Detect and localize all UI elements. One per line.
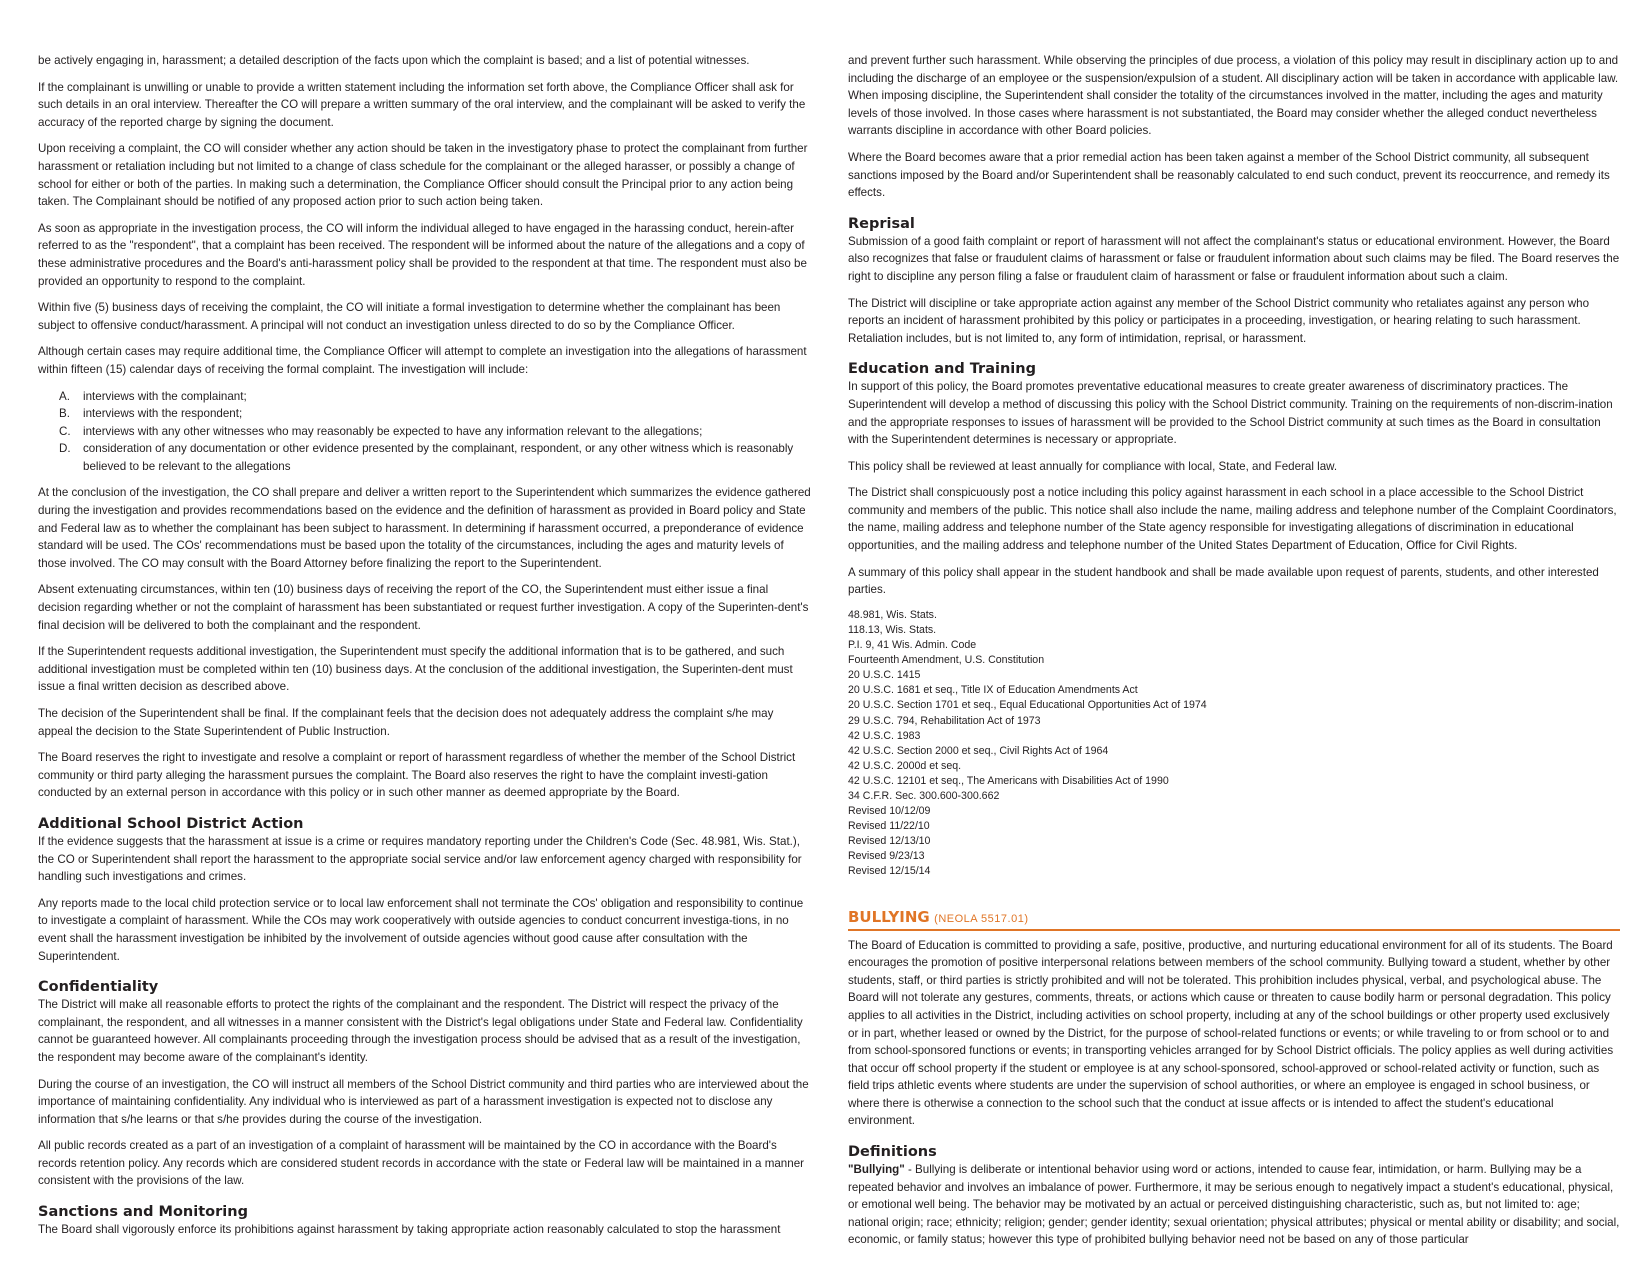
reference-line: 29 U.S.C. 794, Rehabilitation Act of 1973 xyxy=(848,714,1041,727)
bullying-title: BULLYING xyxy=(848,907,930,926)
paragraph: The District will make all reasonable efforts to protect the rights of the complainant and the respondent. The District will respect the privacy of the complainant, the respondent, and all witnesses in a manner consistent with the District's legal obligations under State and Federal law. Confidentiality cannot be guaranteed however. All complainants proceeding through the investigation process should be advised that as a result of the investigation, the respondent may become aware of the complainant's identity. xyxy=(38,998,803,1064)
paragraph: The District will discipline or take appropriate action against any member of the School District community who retaliates against any person who reports an incident of harassment prohibited by this policy or participates in a proceeding, investigation, or hearing relating to such harassment. Retaliation includes, but is not limited to, any form of intimidation, reprisal, or harassment. xyxy=(848,296,1590,345)
paragraph: Any reports made to the local child protection service or to local law enforcement shall not terminate the COs' obligation and responsibility to continue to investigate a complaint of harassment. While the COs may work cooperatively with outside agencies to conduct concurrent investiga-tions, in no event shall the harassment investigation be inhibited by the involvement of outside agencies without good cause after consultation with the Superintendent. xyxy=(38,896,804,963)
reference-line: P.I. 9, 41 Wis. Admin. Code xyxy=(848,639,977,652)
revision-line: Revised 12/13/10 xyxy=(848,835,931,848)
paragraph: The Board of Education is committed to providing a safe, positive, productive, and nurturing educational environment for all of its students. The Board encourages the promotion of positive interpersonal relations between members of the school community. Bullying toward a student, whether by other students, staff, or third parties is strictly prohibited and will not be tolerated. This prohibition includes physical, verbal, and psychological abuse. The Board will not tolerate any gestures, comments, threats, or actions which cause or threaten to cause bodily harm or personal degradation. This policy applies to all activities in the District, including activities on school property, including at any of the school buildings or other property used exclusively or in part, whether leased or owned by the District, for the purpose of school-related functions or events; or while traveling to or from school or to and from school-sponsored functions or events; in transporting vehicles arranged for by School District officials. The policy applies as well during activities that occur off school property if the student or employee is at any school-sponsored, school-approved or school-related activity or function, such as field trips athletic events where students are under the supervision of school authorities, or where an employee is engaged in school business, or where there is otherwise a connection to the school such that the conduct at issue affects or is intended to affect the student's educational environment. xyxy=(848,938,1614,1128)
reference-line: 34 C.F.R. Sec. 300.600-300.662 xyxy=(848,789,1000,802)
paragraph: Absent extenuating circumstances, within ten (10) business days of receiving the report of the CO, the Superintendent must either issue a final decision regarding whether or not the complaint of harassment has been substantiated or request further investigation. A copy of the Superinten-dent's final decision will be delivered to both the complainant and the respondent. xyxy=(38,583,809,632)
section-heading-confidentiality: Confidentiality xyxy=(38,979,159,996)
section-heading-additional-action: Additional School District Action xyxy=(38,815,304,832)
paragraph: As soon as appropriate in the investigation process, the CO will inform the individual alleged to have engaged in the harassing conduct, herein-after referred to as the "respondent", that a complaint has been received. The respondent will be informed about the nature of the allegations and a copy of these administrative procedures and the Board's anti-harassment policy shall be provided to the respondent at that time. The respondent must also be provided an opportunity to respond to the complaint. xyxy=(38,221,807,288)
reference-line: 20 U.S.C. 1681 et seq., Title IX of Education Amendments Act xyxy=(848,684,1138,697)
list-item xyxy=(38,405,811,423)
right-column xyxy=(848,52,1620,1258)
reference-line: 42 U.S.C. 2000d et seq. xyxy=(848,759,962,772)
section-heading-sanctions: Sanctions and Monitoring xyxy=(38,1204,248,1221)
section-heading-definitions: Definitions xyxy=(848,1144,937,1161)
paragraph: If the Superintendent requests additional investigation, the Superintendent must specify the additional information that is to be gathered, and such additional investigation must be completed within ten (10) business days. At the conclusion of the additional investigation, the Superinten-dent must issue a final written decision as described above. xyxy=(38,645,793,694)
revision-line: Revised 10/12/09 xyxy=(848,805,931,818)
paragraph: If the complainant is unwilling or unable to provide a written statement including the information set forth above, the Compliance Officer shall ask for such details in an oral interview. Thereafter the CO will prepare a written summary of the oral interview, and the complainant will be asked to verify the accuracy of the reported charge by signing the document. xyxy=(38,80,806,129)
paragraph: Upon receiving a complaint, the CO will consider whether any action should be taken in the investigatory phase to protect the complainant from further harassment or retaliation including but not limited to a change of class schedule for the complainant or the alleged harasser, or possibly a change of school for either or both of the parties. In making such a determination, the Compliance Officer should consult the Principal prior to any action being taken. The Complainant should be notified of any proposed action prior to such action being taken. xyxy=(38,142,808,209)
bullying-section-header xyxy=(848,908,1620,931)
definition-term: "Bullying" xyxy=(848,1163,905,1177)
reference-line: Fourteenth Amendment, U.S. Constitution xyxy=(848,654,1045,667)
paragraph: All public records created as a part of an investigation of a complaint of harassment will be maintained by the CO in accordance with the Board's records retention policy. Any records which are considered student records in accordance with the state or Federal law will be maintained in a manner consistent with the provisions of the law. xyxy=(38,1139,805,1188)
reference-line: 20 U.S.C. 1415 xyxy=(848,669,921,682)
bullying-policy-code: (NEOLA 5517.01) xyxy=(934,912,1029,925)
list-item xyxy=(38,388,811,406)
paragraph: At the conclusion of the investigation, the CO shall prepare and deliver a written report to the Superintendent which summarizes the evidence gathered during the investigation and provides recommendations based on the evidence and the definition of harassment as provided in Board policy and State and Federal law as to whether the complainant has been subject to harassment. In determining if harassment occurred, a preponderance of evidence standard will be used. The COs' recommendations must be based upon the totality of the circumstances, including the ages and maturity levels of those involved. The CO may consult with the Board Attorney before finalizing the report to the Superintendent. xyxy=(38,486,811,570)
paragraph: Although certain cases may require additional time, the Compliance Officer will attempt to complete an investigation into the allegations of harassment within fifteen (15) calendar days of receiving the formal complaint. The investigation will include: xyxy=(38,345,807,376)
list-marker: C. xyxy=(59,424,71,438)
paragraph: The Board reserves the right to investigate and resolve a complaint or report of harassment regardless of whether the member of the School District community or third party alleging the harassment pursues the complaint. The Board also reserves the right to have the complaint investi-gation conducted by an external person in accordance with this policy or in such other manner as deemed appropriate by the Board. xyxy=(38,751,796,800)
reference-line: 118.13, Wis. Stats. xyxy=(848,623,937,636)
reference-line: 42 U.S.C. Section 2000 et seq., Civil Rights Act of 1964 xyxy=(848,744,1109,757)
paragraph: be actively engaging in, harassment; a detailed description of the facts upon which the complaint is based; and a list of potential witnesses. xyxy=(38,54,750,67)
paragraph: The decision of the Superintendent shall be final. If the complainant feels that the decision does not adequately address the complaint s/he may appeal the decision to the State Superintendent of Public Instruction. xyxy=(38,707,774,738)
reference-line: 20 U.S.C. Section 1701 et seq., Equal Educational Opportunities Act of 1974 xyxy=(848,699,1207,712)
list-item xyxy=(38,423,811,441)
list-item-text: interviews with any other witnesses who may reasonably be expected to have any information relevant to the allegations; xyxy=(83,424,703,438)
paragraph: This policy shall be reviewed at least annually for compliance with local, State, and Federal law. xyxy=(848,459,1338,473)
investigation-list xyxy=(38,388,811,476)
paragraph: During the course of an investigation, the CO will instruct all members of the School District community and third parties who are interviewed about the importance of maintaining confidentiality. Any individual who is interviewed as part of a harassment investigation is expected not to disclose any information that s/he learns or that s/he provides during the course of the investigation. xyxy=(38,1077,809,1126)
paragraph: A summary of this policy shall appear in the student handbook and shall be made available upon request of parents, students, and other interested parties. xyxy=(848,565,1599,597)
list-item-text: interviews with the respondent; xyxy=(83,407,243,421)
paragraph: Where the Board becomes aware that a prior remedial action has been taken against a member of the School District community, all subsequent sanctions imposed by the Board and/or Superintendent shall be reasonably calculated to end such conduct, prevent its reoccurrence, and remedy its effects. xyxy=(848,150,1610,200)
paragraph: and prevent further such harassment. While observing the principles of due process, a violation of this policy may result in disciplinary action up to and including the discharge of an employee or the suspension/expulsion of a student. All disciplinary action will be taken in accordance with applicable law. When imposing discipline, the Superintendent shall consider the totality of the circumstances involved in the matter, including the ages and maturity levels of those involved. In those cases where harassment is not substantiated, the Board may consider whether the alleged conduct nevertheless warrants discipline in accordance with other Board policies. xyxy=(848,54,1619,138)
list-marker: D. xyxy=(59,442,71,456)
paragraph: If the evidence suggests that the harassment at issue is a crime or requires mandatory reporting under the Children's Code (Sec. 48.981, Wis. Stat.), the CO or Superintendent shall report the harassment to the appropriate social service and/or law enforcement agency charged with responsibility for handling such investigations and crimes. xyxy=(38,834,802,884)
list-marker: B. xyxy=(59,407,70,421)
list-item-text: consideration of any documentation or other evidence presented by the complainant, respondent, or any other witness which is reasonably believed to be relevant to the allegations xyxy=(83,442,794,473)
revision-line: Revised 9/23/13 xyxy=(848,850,925,863)
paragraph: In support of this policy, the Board promotes preventative educational measures to create greater awareness of discriminatory practices. The Superintendent will develop a method of discussing this policy with the School District community. Training on the requirements of non-discrim-ination and the appropriate responses to issues of harassment will be provided to the School District community at such times as the Board in consultation with the Superintendent determines is necessary or appropriate. xyxy=(848,380,1613,447)
paragraph: The District shall conspicuously post a notice including this policy against harassment in each school in a place accessible to the School District community and members of the public. This notice shall also include the name, mailing address and telephone number of the Complaint Coordinators, the name, mailing address and telephone number of the State agency responsible for investigating allegations of discrimination in educational opportunities, and the mailing address and telephone number of the United States Department of Education, Office for Civil Rights. xyxy=(848,486,1617,553)
list-item-text: interviews with the complainant; xyxy=(83,389,247,403)
revision-line: Revised 12/15/14 xyxy=(848,865,931,878)
paragraph: Submission of a good faith complaint or report of harassment will not affect the complainant's status or educational environment. However, the Board also recognizes that false or fraudulent claims of harassment or false or fraudulent information about such claims may be filed. The Board reserves the right to discipline any person filing a false or fraudulent claim of harassment or false or fraudulent information about such a claim. xyxy=(848,234,1620,283)
definition-paragraph xyxy=(848,1161,1620,1249)
reference-line: 42 U.S.C. 1983 xyxy=(848,729,921,742)
left-column xyxy=(38,52,811,1248)
reference-line: 42 U.S.C. 12101 et seq., The Americans with Disabilities Act of 1990 xyxy=(848,774,1169,787)
section-heading-reprisal: Reprisal xyxy=(848,215,915,232)
list-marker: A. xyxy=(59,389,70,403)
list-item xyxy=(38,440,811,475)
section-heading-education: Education and Training xyxy=(848,361,1036,378)
paragraph: Within five (5) business days of receiving the complaint, the CO will initiate a formal investigation to determine whether the complainant has been subject to offensive conduct/harassment. A principal will not conduct an investigation unless directed to do so by the Compliance Officer. xyxy=(38,301,781,332)
paragraph: The Board shall vigorously enforce its prohibitions against harassment by taking appropriate action reasonably calculated to stop the harassment xyxy=(38,1223,781,1237)
definition-text: - Bullying is deliberate or intentional behavior using word or actions, intended to cause fear, intimidation, or harm. Bullying may be a repeated behavior and involves an imbalance of power. Furthermore, it may be serious enough to negatively impact a student's educational, physical, or emotional well being. The behavior may be motivated by an actual or perceived distinguishing characteristic, such as, but not limited to: age; national origin; race; ethnicity; religion; gender; gender identity; sexual orientation; physical attributes; physical or mental ability or disability; and social, economic, or family status; however this type of prohibited bullying behavior need not be based on any of those particular xyxy=(848,1163,1620,1247)
legal-references xyxy=(848,608,1620,880)
reference-line: 48.981, Wis. Stats. xyxy=(848,608,937,621)
revision-line: Revised 11/22/10 xyxy=(848,820,930,833)
